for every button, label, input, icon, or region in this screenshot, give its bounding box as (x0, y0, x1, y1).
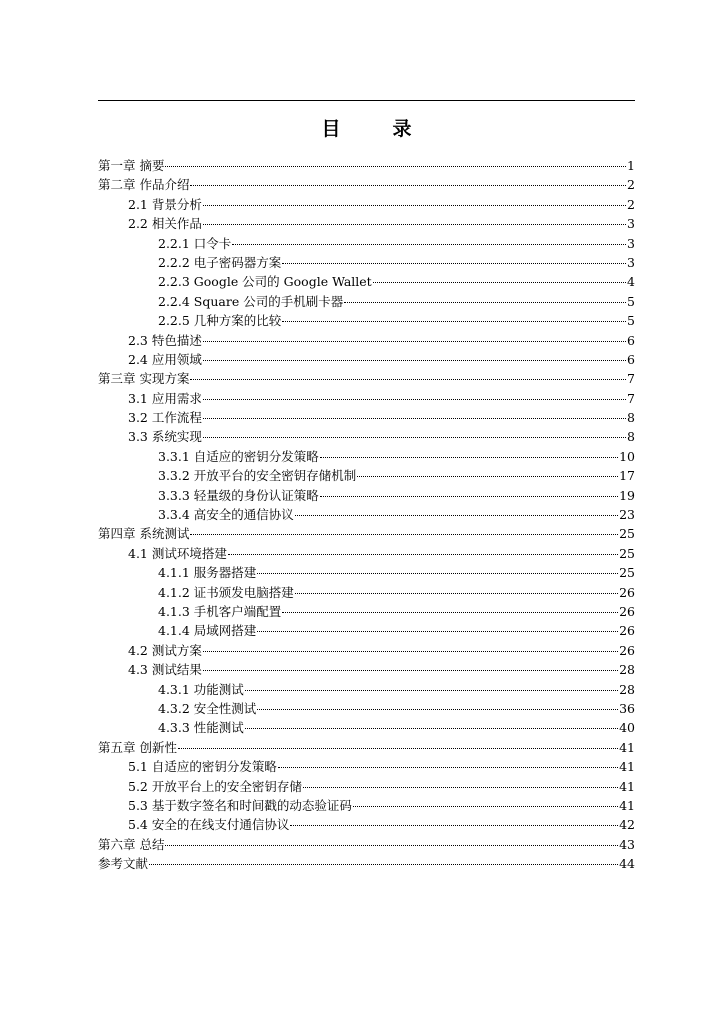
toc-entry-page-number: 6 (627, 332, 635, 348)
dot-leader (278, 755, 618, 769)
toc-title (98, 114, 635, 141)
toc-entry-label: 3.3 系统实现 (128, 429, 202, 445)
dot-leader (149, 852, 618, 866)
toc-entry-page-number: 41 (619, 778, 635, 794)
dot-leader (353, 793, 618, 807)
toc-entry-label: 第三章 实现方案 (98, 371, 190, 387)
toc-entry-label: 2.1 背景分析 (128, 196, 202, 212)
dot-leader (357, 464, 618, 478)
toc-entry-label: 5.2 开放平台上的安全密钥存储 (128, 778, 302, 794)
dot-leader (290, 813, 618, 827)
toc-entry-page-number: 5 (627, 293, 635, 309)
toc-entry-label: 4.3.3 性能测试 (158, 720, 244, 736)
dot-leader (320, 483, 618, 497)
toc-entry-label: 4.1 测试环境搭建 (128, 545, 227, 561)
toc-entry-label: 4.3 测试结果 (128, 662, 202, 678)
toc-entry-label: 4.1.4 局域网搭建 (158, 623, 257, 639)
dot-leader (282, 599, 618, 613)
toc-entry-label: 第二章 作品介绍 (98, 177, 190, 193)
dot-leader (203, 347, 626, 361)
dot-leader (190, 367, 626, 381)
toc-entry-label: 2.2.5 几种方案的比较 (158, 313, 282, 329)
toc-entry-label: 4.2 测试方案 (128, 642, 202, 658)
toc-entry-label: 4.3.2 安全性测试 (158, 700, 257, 716)
dot-leader (320, 444, 618, 458)
toc-entry-label: 2.2.4 Square 公司的手机刷卡器 (158, 293, 344, 309)
dot-leader (257, 561, 618, 575)
toc-entry-page-number: 41 (619, 797, 635, 813)
dot-leader (257, 619, 618, 633)
dot-leader (232, 231, 626, 245)
dot-leader (203, 406, 626, 420)
dot-leader (245, 677, 618, 691)
toc-entry-page-number: 28 (619, 662, 635, 678)
dot-leader (303, 774, 618, 788)
toc-entry-label: 3.3.2 开放平台的安全密钥存储机制 (158, 468, 357, 484)
toc-entry-label: 2.2.3 Google 公司的 Google Wallet (158, 274, 372, 290)
toc-entry-label: 第四章 系统测试 (98, 526, 190, 542)
dot-leader (203, 192, 626, 206)
dot-leader (165, 832, 618, 846)
toc-entry-page-number: 17 (619, 468, 635, 484)
toc-entry-label: 5.1 自适应的密钥分发策略 (128, 759, 277, 775)
toc-entry-page-number: 8 (627, 410, 635, 426)
dot-leader (165, 154, 626, 168)
toc-entry-page-number: 3 (627, 254, 635, 270)
dot-leader (295, 580, 618, 594)
toc-entry-label: 第五章 创新性 (98, 739, 177, 755)
toc-entry[interactable] (98, 854, 635, 873)
toc-entry-page-number: 41 (619, 759, 635, 775)
toc-entry-label: 参考文献 (98, 856, 149, 872)
dot-leader (203, 386, 626, 400)
toc-entry-page-number: 26 (619, 603, 635, 619)
dot-leader (282, 250, 626, 264)
toc-entry-page-number: 3 (627, 235, 635, 251)
toc-entry-label: 2.2.2 电子密码器方案 (158, 254, 282, 270)
dot-leader (257, 696, 618, 710)
dot-leader (373, 270, 626, 284)
dot-leader (282, 309, 626, 323)
toc-entry-label: 3.1 应用需求 (128, 390, 202, 406)
toc-entry-page-number: 28 (619, 681, 635, 697)
toc-entry-label: 3.2 工作流程 (128, 410, 202, 426)
toc-entry-label: 2.3 特色描述 (128, 332, 202, 348)
toc-entry-label: 2.2 相关作品 (128, 216, 202, 232)
toc-entry-label: 3.3.4 高安全的通信协议 (158, 507, 294, 523)
dot-leader (203, 638, 618, 652)
toc-entry-page-number: 42 (619, 817, 635, 833)
toc-title-char-1: 目 (321, 118, 341, 140)
toc-entry-page-number: 5 (627, 313, 635, 329)
toc-entry-label: 3.3.1 自适应的密钥分发策略 (158, 448, 319, 464)
table-of-contents (98, 156, 635, 873)
toc-entry-page-number: 23 (619, 507, 635, 523)
dot-leader (203, 212, 626, 226)
toc-entry-label: 4.1.3 手机客户端配置 (158, 603, 282, 619)
toc-entry-page-number: 41 (619, 739, 635, 755)
toc-entry-page-number: 26 (619, 642, 635, 658)
toc-entry-label: 4.1.2 证书颁发电脑搭建 (158, 584, 294, 600)
header-rule (98, 100, 635, 101)
dot-leader (178, 735, 618, 749)
toc-entry-page-number: 6 (627, 351, 635, 367)
toc-entry-label: 2.2.1 口令卡 (158, 235, 232, 251)
toc-entry-page-number: 26 (619, 584, 635, 600)
toc-entry-page-number: 25 (619, 565, 635, 581)
toc-entry-page-number: 43 (619, 836, 635, 852)
toc-entry-page-number: 36 (619, 700, 635, 716)
dot-leader (228, 541, 618, 555)
toc-entry-page-number: 8 (627, 429, 635, 445)
dot-leader (203, 658, 618, 672)
toc-entry-page-number: 40 (619, 720, 635, 736)
toc-entry-page-number: 2 (627, 177, 635, 193)
dot-leader (245, 716, 618, 730)
toc-entry-page-number: 26 (619, 623, 635, 639)
toc-title-char-2: 录 (392, 118, 412, 140)
dot-leader (344, 289, 626, 303)
toc-entry-label: 3.3.3 轻量级的身份认证策略 (158, 487, 319, 503)
toc-entry-label: 第一章 摘要 (98, 158, 165, 173)
dot-leader (203, 425, 626, 439)
toc-entry-page-number: 1 (627, 158, 635, 173)
dot-leader (190, 522, 618, 536)
dot-leader (295, 503, 618, 517)
toc-entry-label: 5.4 安全的在线支付通信协议 (128, 817, 290, 833)
toc-entry-page-number: 7 (627, 390, 635, 406)
toc-entry-page-number: 25 (619, 545, 635, 561)
toc-entry-page-number: 25 (619, 526, 635, 542)
toc-entry-page-number: 2 (627, 196, 635, 212)
dot-leader (190, 173, 626, 187)
toc-entry-page-number: 10 (619, 448, 635, 464)
toc-entry-page-number: 7 (627, 371, 635, 387)
toc-entry-label: 4.3.1 功能测试 (158, 681, 244, 697)
toc-entry-label: 2.4 应用领域 (128, 351, 202, 367)
toc-entry-page-number: 3 (627, 216, 635, 232)
toc-entry-page-number: 44 (619, 856, 635, 872)
toc-entry-page-number: 19 (619, 487, 635, 503)
dot-leader (203, 328, 626, 342)
toc-entry-label: 第六章 总结 (98, 836, 165, 852)
toc-entry-label: 4.1.1 服务器搭建 (158, 565, 257, 581)
toc-entry-page-number: 4 (627, 274, 635, 290)
toc-entry-label: 5.3 基于数字签名和时间戳的动态验证码 (128, 797, 352, 813)
